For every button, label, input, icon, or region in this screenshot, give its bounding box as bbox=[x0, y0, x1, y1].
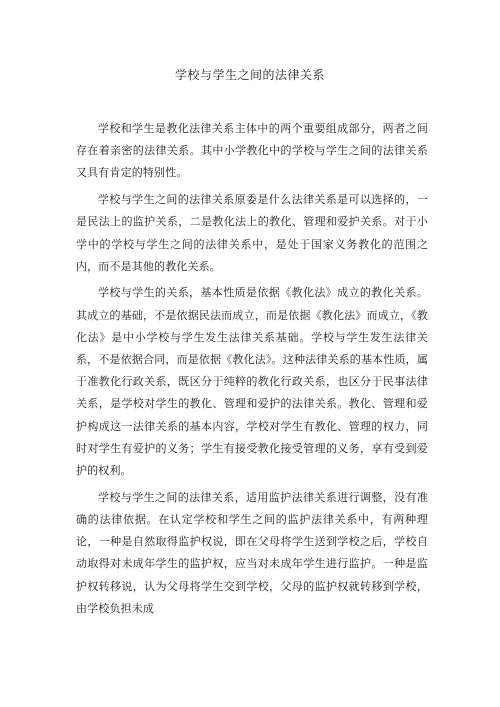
document-body bbox=[76, 118, 428, 624]
paragraph: 学校与学生之间的法律关系原委是什么法律关系是可以选择的，一是民法上的监护关系，二是教化法上的教化、管理和爱护关系。对于小学中的学校与学生之间的法律关系中，是处于国家义务教化的范围之内，而不是其他的教化关系。 bbox=[76, 193, 428, 273]
paragraph: 学校与学生的关系，基本性质是依据《教化法》成立的教化关系。其成立的基础，不是依据民法而成立，而是依据《教化法》而成立，《教化法》是中小学校与学生发生法律关系基础。学校与学生发生法律关系，不是依据合同，而是依据《教化法》。这种法律关系的基本性质，属于准教化行政关系，既区分于纯粹的教化行政关系，也区分于民事法律关系，是学校对学生的教化、管理和爱护的法律关系。教化、管理和爱护构成这一法律关系的基本内容，学校对学生有教化、管理的权力，同时对学生有爱护的义务；学生有接受教化接受管理的义务，享有受到爱护的权利。 bbox=[76, 286, 428, 478]
document-title: 学校与学生之间的法律关系 bbox=[174, 68, 325, 82]
paragraph: 学校和学生是教化法律关系主体中的两个重要组成部分，两者之间存在着亲密的法律关系。其中小学教化中的学校与学生之间的法律关系又具有肯定的特别性。 bbox=[76, 122, 428, 180]
paragraph: 学校与学生之间的法律关系，适用监护法律关系进行调整，没有准确的法律依据。在认定学校和学生之间的监护法律关系中，有两种理论，一种是自然取得监护权说，即在父母将学生送到学校之后，学校自动取得对未成年学生的监护权，应当对未成年学生进行监护。一种是监护权转移说，认为父母将学生交到学校，父母的监护权就转移到学校，由学校负担未成 bbox=[76, 490, 428, 615]
